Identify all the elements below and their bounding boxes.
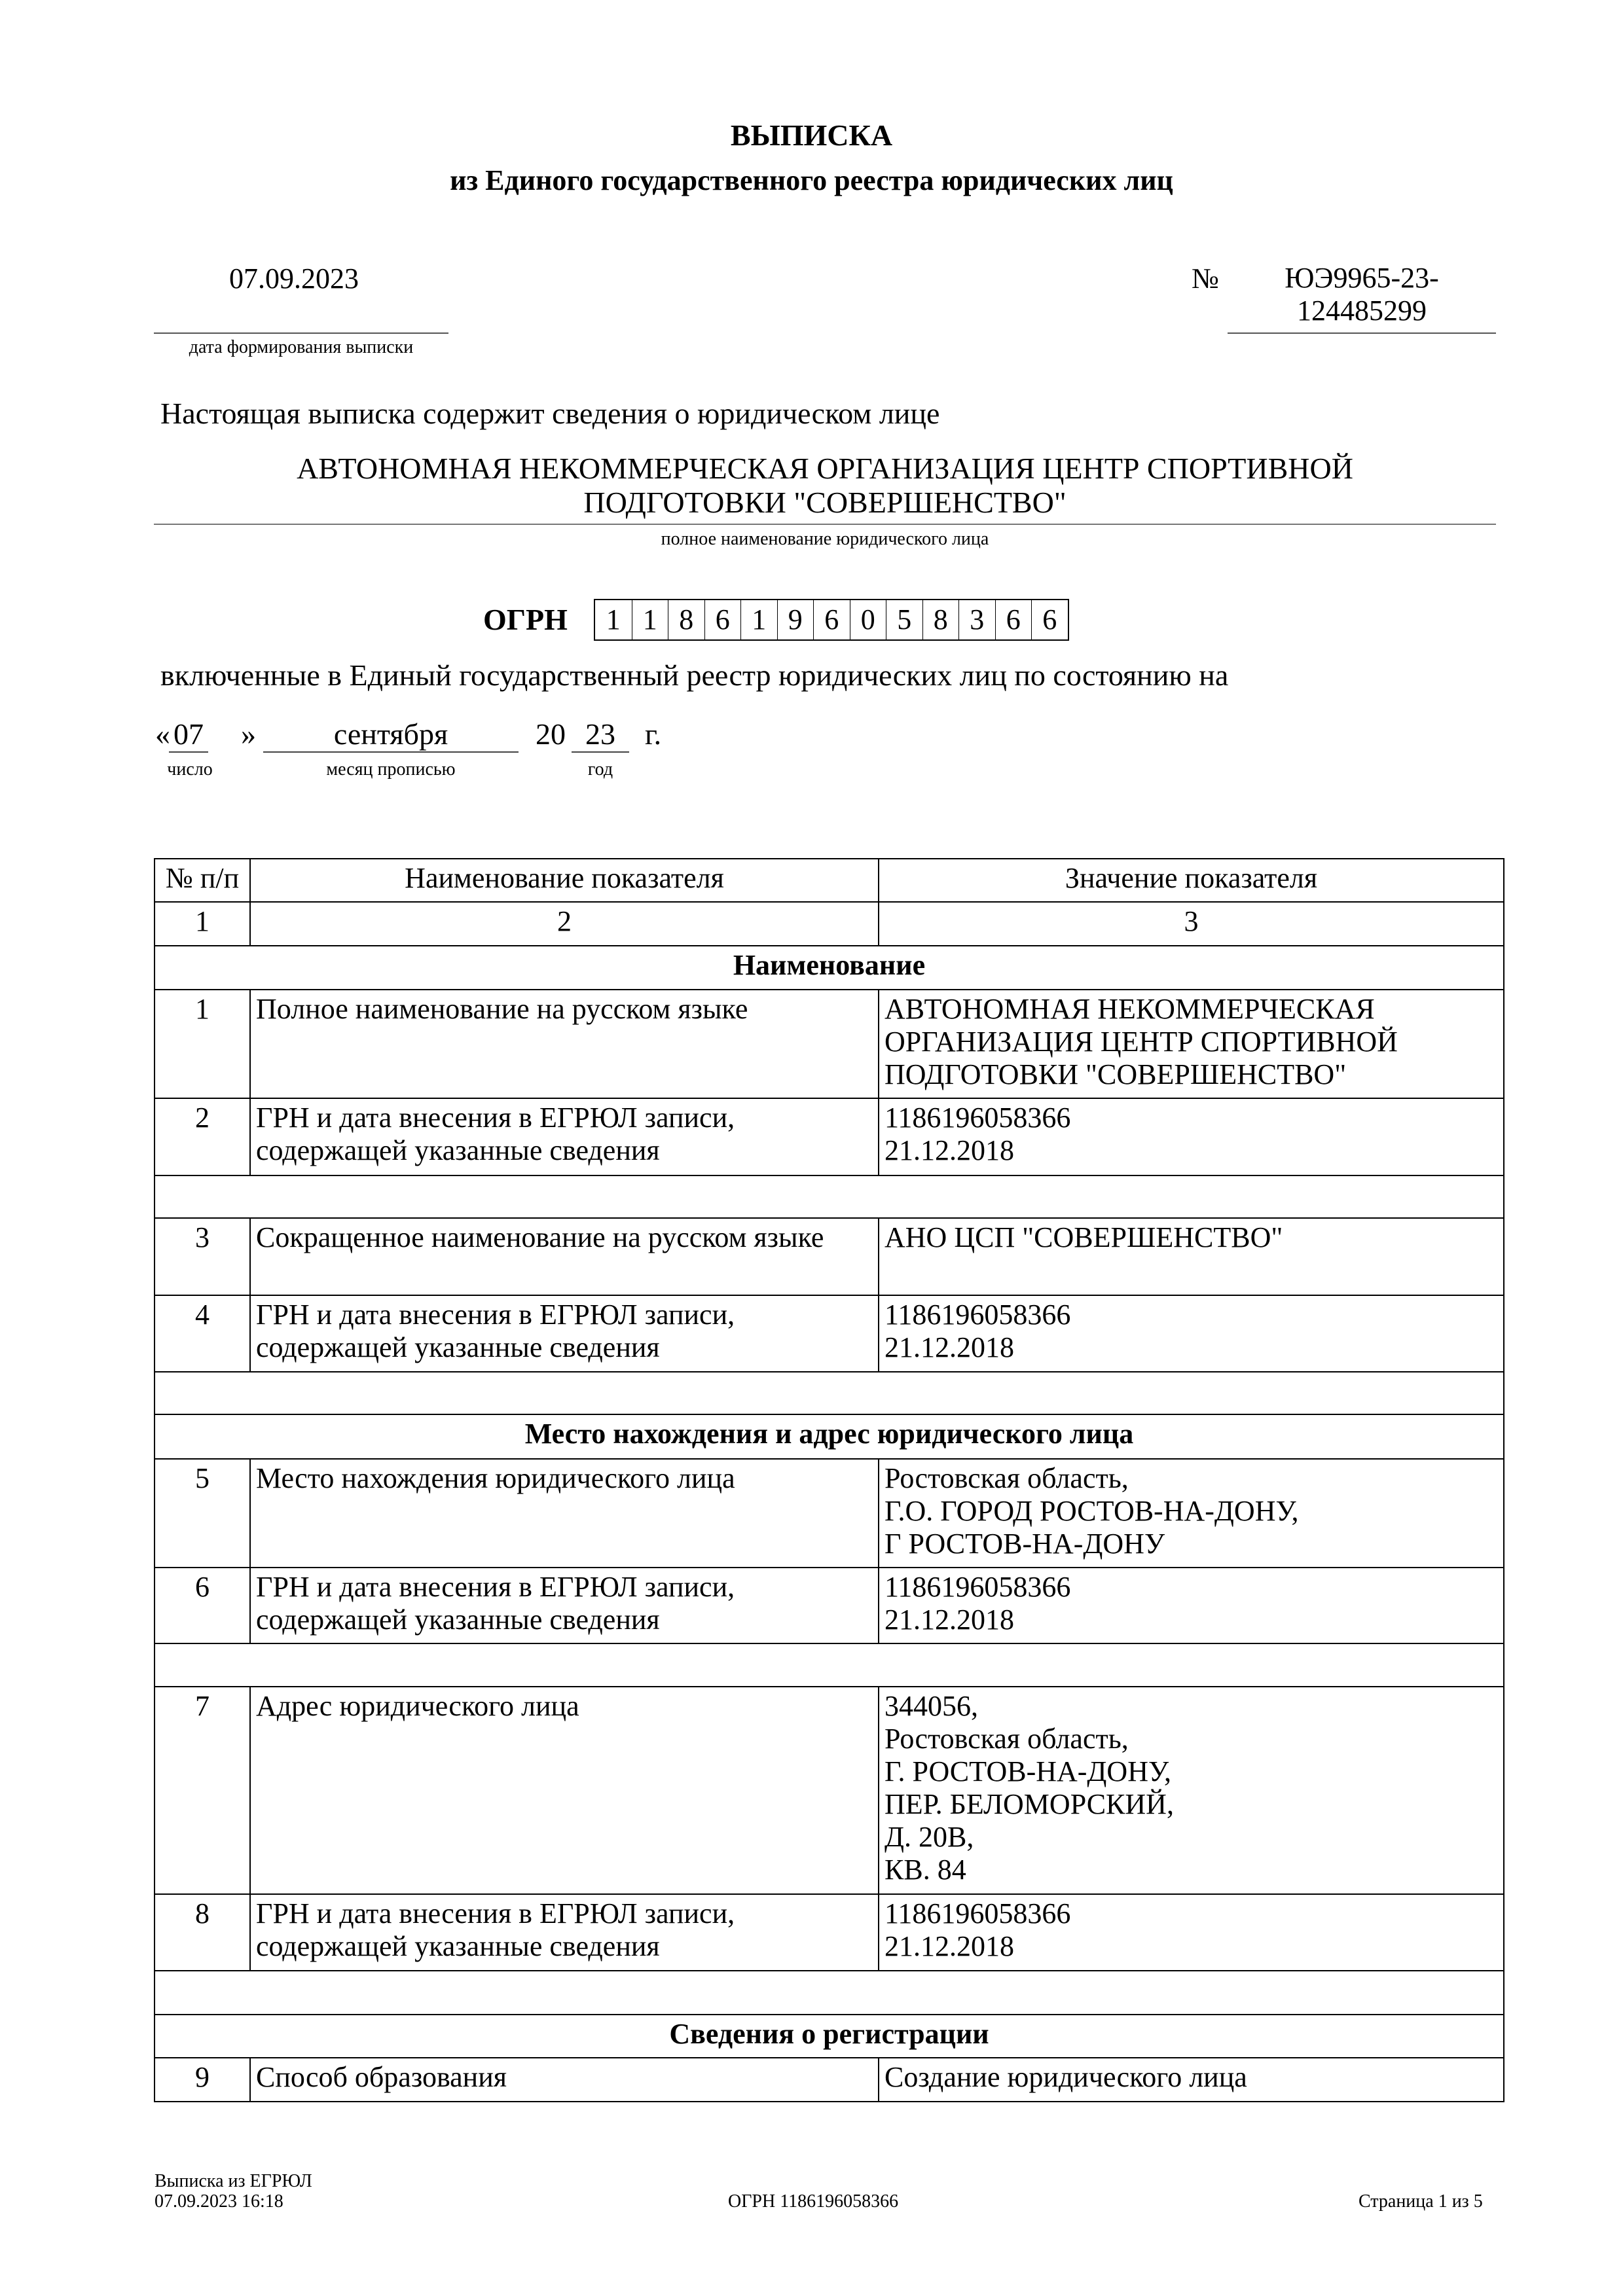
value-line: 21.12.2018 (884, 1604, 1014, 1636)
full-name-caption: полное наименование юридического лица (661, 529, 989, 549)
spacer-cell (155, 1971, 1504, 2015)
extract-number-line2: 124485299 (1297, 295, 1427, 327)
row-indicator-value (879, 1568, 1504, 1643)
ogrn-digit-boxes (594, 599, 1069, 641)
row-indicator-value (879, 1459, 1504, 1568)
row-indicator-value (879, 1218, 1504, 1295)
number-sign: № (1192, 262, 1219, 295)
entity-full-name (154, 452, 1496, 520)
footer-timestamp: 07.09.2023 16:18 (155, 2191, 283, 2212)
ogrn-digit: 9 (777, 600, 814, 639)
row-number: 6 (155, 1568, 250, 1643)
extract-number-line1: ЮЭ9965-23- (1285, 262, 1439, 294)
row-number: 4 (155, 1295, 250, 1372)
spacer-cell (155, 1372, 1504, 1414)
ogrn-digit: 6 (995, 600, 1032, 639)
spacer-row (155, 1372, 1504, 1414)
value-line: 21.12.2018 (884, 1134, 1014, 1166)
value-line: ПОДГОТОВКИ "СОВЕРШЕНСТВО" (884, 1058, 1347, 1090)
row-indicator-value (879, 1098, 1504, 1175)
table-row (155, 1295, 1504, 1372)
table-header-row (155, 859, 1504, 902)
value-line: ПЕР. БЕЛОМОРСКИЙ, (884, 1788, 1174, 1820)
row-indicator-name: Адрес юридического лица (250, 1687, 879, 1894)
ogrn-digit: 0 (850, 600, 886, 639)
col-number-1: 1 (155, 902, 250, 946)
table-row (155, 1568, 1504, 1643)
ogrn-digit: 6 (704, 600, 741, 639)
value-line: Г РОСТОВ-НА-ДОНУ (884, 1528, 1165, 1560)
section-location: Место нахождения и адрес юридического лица (155, 1414, 1504, 1459)
year-caption: год (587, 759, 613, 780)
value-line: Ростовская область, (884, 1723, 1129, 1755)
spacer-row (155, 1175, 1504, 1218)
section-row (155, 1414, 1504, 1459)
spacer-row (155, 1643, 1504, 1687)
row-indicator-name: Способ образования (250, 2058, 879, 2102)
column-number-row (155, 902, 1504, 946)
value-line: АНО ЦСП "СОВЕРШЕНСТВО" (884, 1221, 1283, 1253)
ogrn-digit: 1 (632, 600, 668, 639)
row-indicator-name: Место нахождения юридического лица (250, 1459, 879, 1568)
section-registration: Сведения о регистрации (155, 2015, 1504, 2058)
date-caption: дата формирования выписки (189, 337, 414, 357)
ogrn-digit: 1 (606, 603, 621, 636)
close-quote: » (241, 717, 256, 751)
row-number: 8 (155, 1894, 250, 1971)
number-underline (1228, 332, 1496, 334)
value-line: АВТОНОМНАЯ НЕКОММЕРЧЕСКАЯ (884, 993, 1375, 1025)
section-naming: Наименование (155, 946, 1504, 990)
table-row (155, 1894, 1504, 1971)
full-name-underline (154, 524, 1496, 525)
ogrn-label: ОГРН (483, 603, 568, 636)
row-indicator-name: ГРН и дата внесения в ЕГРЮЛ записи, содержащей указанные сведения (250, 1894, 879, 1971)
value-line: КВ. 84 (884, 1854, 966, 1886)
row-indicator-value (879, 2058, 1504, 2102)
col-number-3: 3 (879, 902, 1504, 946)
value-line: Г.О. ГОРОД РОСТОВ-НА-ДОНУ, (884, 1495, 1299, 1527)
value-line: Ростовская область, (884, 1462, 1129, 1494)
row-number: 1 (155, 990, 250, 1098)
table-row (155, 1098, 1504, 1175)
egrul-data-table (154, 858, 1504, 2102)
row-indicator-name: ГРН и дата внесения в ЕГРЮЛ записи, содержащей указанные сведения (250, 1098, 879, 1175)
value-line: 344056, (884, 1690, 978, 1722)
row-indicator-value (879, 1295, 1504, 1372)
value-line: 1186196058366 (884, 1897, 1071, 1929)
row-indicator-name: ГРН и дата внесения в ЕГРЮЛ записи, содержащей указанные сведения (250, 1295, 879, 1372)
value-line: 21.12.2018 (884, 1331, 1014, 1363)
section-row (155, 2015, 1504, 2058)
state-day: 07 (169, 717, 208, 753)
row-number: 3 (155, 1218, 250, 1295)
table-row (155, 1687, 1504, 1894)
ogrn-digit: 1 (740, 600, 777, 639)
month-caption: месяц прописью (326, 759, 456, 780)
state-century: 20 (536, 717, 566, 751)
extract-number (1264, 262, 1460, 327)
value-line: Д. 20В, (884, 1821, 974, 1853)
value-line: 1186196058366 (884, 1299, 1071, 1331)
spacer-cell (155, 1643, 1504, 1687)
value-line: Г. РОСТОВ-НА-ДОНУ, (884, 1755, 1171, 1787)
value-line: Создание юридического лица (884, 2061, 1247, 2093)
table-row (155, 1218, 1504, 1295)
header-number: № п/п (155, 859, 250, 902)
value-line: ОРГАНИЗАЦИЯ ЦЕНТР СПОРТИВНОЙ (884, 1026, 1398, 1058)
document-subtitle: из Единого государственного реестра юридических лиц (450, 164, 1173, 196)
state-year: 23 (572, 717, 629, 753)
row-indicator-value (879, 1687, 1504, 1894)
row-number: 7 (155, 1687, 250, 1894)
section-row (155, 946, 1504, 990)
state-month: сентября (263, 717, 519, 753)
day-caption: число (167, 759, 213, 780)
ogrn-digit: 6 (813, 600, 850, 639)
ogrn-digit: 3 (958, 600, 995, 639)
header-indicator-value: Значение показателя (879, 859, 1504, 902)
spacer-row (155, 1971, 1504, 2015)
row-indicator-name: Сокращенное наименование на русском языке (250, 1218, 879, 1295)
row-indicator-name: ГРН и дата внесения в ЕГРЮЛ записи, содержащей указанные сведения (250, 1568, 879, 1643)
footer-page-number: Страница 1 из 5 (1359, 2191, 1483, 2212)
state-year-suffix: г. (645, 717, 662, 751)
open-quote: « (155, 717, 170, 751)
row-number: 5 (155, 1459, 250, 1568)
col-number-2: 2 (250, 902, 879, 946)
state-as-of-text: включенные в Единый государственный реестр юридических лиц по состоянию на (160, 658, 1229, 692)
ogrn-digit: 8 (922, 600, 959, 639)
entity-full-name-line2: ПОДГОТОВКИ "СОВЕРШЕНСТВО" (583, 486, 1067, 519)
footer-doc-name: Выписка из ЕГРЮЛ (155, 2171, 312, 2191)
intro-text: Настоящая выписка содержит сведения о юридическом лице (160, 397, 940, 430)
table-row (155, 990, 1504, 1098)
row-number: 2 (155, 1098, 250, 1175)
extract-date: 07.09.2023 (229, 262, 359, 295)
row-number: 9 (155, 2058, 250, 2102)
table-row (155, 1459, 1504, 1568)
table-row (155, 2058, 1504, 2102)
spacer-cell (155, 1175, 1504, 1218)
document-title: ВЫПИСКА (730, 118, 893, 152)
row-indicator-value (879, 990, 1504, 1098)
value-line: 1186196058366 (884, 1571, 1071, 1603)
ogrn-digit: 8 (668, 600, 704, 639)
row-indicator-value (879, 1894, 1504, 1971)
footer-ogrn: ОГРН 1186196058366 (728, 2191, 899, 2212)
value-line: 21.12.2018 (884, 1930, 1014, 1962)
header-indicator-name: Наименование показателя (250, 859, 879, 902)
entity-full-name-line1: АВТОНОМНАЯ НЕКОММЕРЧЕСКАЯ ОРГАНИЗАЦИЯ ЦЕНТР СПОРТИВНОЙ (297, 452, 1353, 485)
ogrn-digit: 6 (1031, 600, 1068, 639)
date-underline (154, 332, 448, 334)
ogrn-digit: 5 (886, 600, 922, 639)
row-indicator-name: Полное наименование на русском языке (250, 990, 879, 1098)
value-line: 1186196058366 (884, 1102, 1071, 1134)
